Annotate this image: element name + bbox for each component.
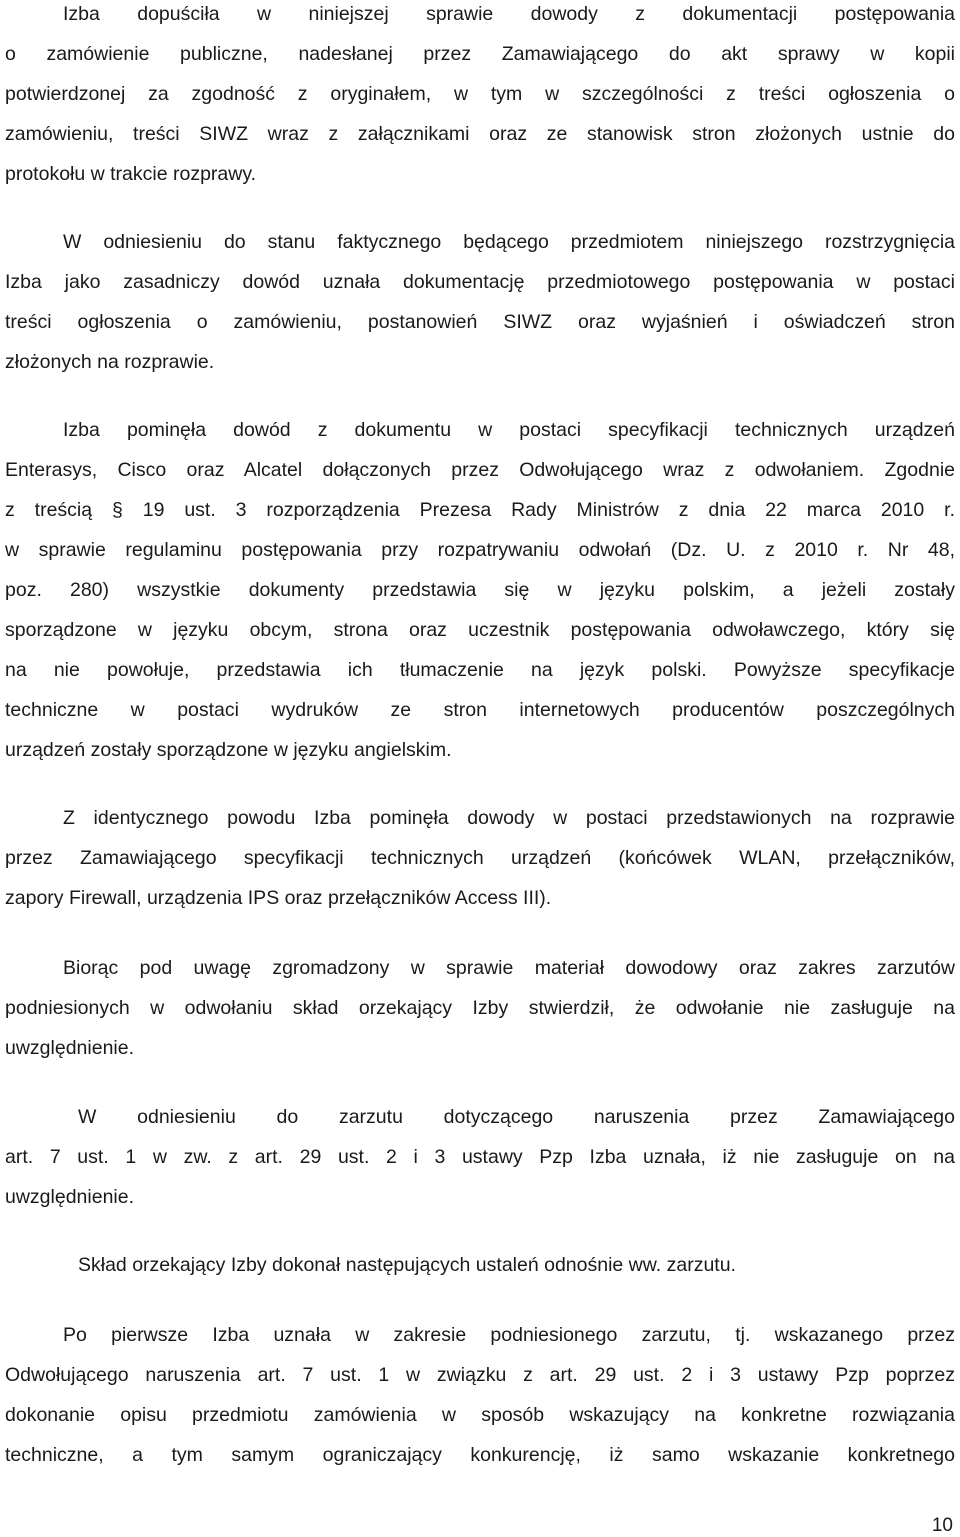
text-line: Enterasys, Cisco oraz Alcatel dołączonych przez Odwołującego wraz z odwołaniem. Zgodnie (5, 459, 955, 481)
text-line: art. 7 ust. 1 w zw. z art. 29 ust. 2 i 3 ustawy Pzp Izba uznała, iż nie zasługuje on na (5, 1146, 955, 1168)
text-line: zamówieniu, treści SIWZ wraz z załącznikami oraz ze stanowisk stron złożonych ustnie do (5, 123, 955, 145)
text-line: treści ogłoszenia o zamówieniu, postanowień SIWZ oraz wyjaśnień i oświadczeń stron (5, 311, 955, 333)
text-line: potwierdzonej za zgodność z oryginałem, w tym w szczególności z treści ogłoszenia o (5, 83, 955, 105)
paragraph-first-finding (5, 1315, 955, 1475)
text-line: W odniesieniu do zarzutu dotyczącego naruszenia przez Zamawiającego (78, 1106, 955, 1128)
text-line: dokonanie opisu przedmiotu zamówienia w sposób wskazujący na konkretne rozwiązania (5, 1404, 955, 1426)
text-line: uwzględnienie. (5, 1186, 135, 1208)
page-number: 10 (931, 1515, 953, 1536)
text-line: Biorąc pod uwagę zgromadzony w sprawie materiał dowodowy oraz zakres zarzutów (63, 957, 955, 979)
paragraph-factual-state (5, 222, 955, 382)
text-line: techniczne w postaci wydruków ze stron internetowych producentów poszczególnych (5, 699, 955, 721)
paragraph-evidence-admitted (5, 0, 955, 194)
text-line: sporządzone w języku obcym, strona oraz uczestnik postępowania odwoławczego, który się (5, 619, 955, 641)
paragraph-findings-intro (5, 1245, 955, 1285)
paragraph-identical-reason (5, 798, 955, 918)
paragraph-evidence-omitted (5, 410, 955, 770)
text-line: w sprawie regulaminu postępowania przy rozpatrywaniu odwołań (Dz. U. z 2010 r. Nr 48, (5, 539, 955, 561)
text-line: protokołu w trakcie rozprawy. (5, 163, 257, 185)
text-line: Po pierwsze Izba uznała w zakresie podniesionego zarzutu, tj. wskazanego przez (63, 1324, 955, 1346)
text-line: Skład orzekający Izby dokonał następujących ustaleń odnośnie ww. zarzutu. (78, 1254, 736, 1276)
paragraph-conclusion (5, 948, 955, 1068)
text-line: Odwołującego naruszenia art. 7 ust. 1 w związku z art. 29 ust. 2 i 3 ustawy Pzp poprzez (5, 1364, 955, 1386)
text-line: złożonych na rozprawie. (5, 351, 215, 373)
text-line: zapory Firewall, urządzenia IPS oraz przełączników Access III). (5, 887, 552, 909)
text-line: z treścią § 19 ust. 3 rozporządzenia Prezesa Rady Ministrów z dnia 22 marca 2010 r. (5, 499, 955, 521)
text-line: przez Zamawiającego specyfikacji technicznych urządzeń (końcówek WLAN, przełączników, (5, 847, 955, 869)
text-line: Izba jako zasadniczy dowód uznała dokumentację przedmiotowego postępowania w postaci (5, 271, 955, 293)
text-line: o zamówienie publiczne, nadesłanej przez Zamawiającego do akt sprawy w kopii (5, 43, 955, 65)
text-line: podniesionych w odwołaniu skład orzekający Izby stwierdził, że odwołanie nie zasługuje na (5, 997, 955, 1019)
text-line: urządzeń zostały sporządzone w języku angielskim. (5, 739, 452, 761)
text-line: poz. 280) wszystkie dokumenty przedstawia się w języku polskim, a jeżeli zostały (5, 579, 955, 601)
text-line: Z identycznego powodu Izba pominęła dowody w postaci przedstawionych na rozprawie (63, 807, 955, 829)
paragraph-charge-article-7 (5, 1097, 955, 1217)
text-line: Izba dopuściła w niniejszej sprawie dowody z dokumentacji postępowania (63, 3, 955, 25)
text-line: W odniesieniu do stanu faktycznego będącego przedmiotem niniejszego rozstrzygnięcia (63, 231, 955, 253)
text-line: techniczne, a tym samym ograniczający konkurencję, iż samo wskazanie konkretnego (5, 1444, 955, 1466)
text-line: na nie powołuje, przedstawia ich tłumaczenie na język polski. Powyższe specyfikacje (5, 659, 955, 681)
text-line: Izba pominęła dowód z dokumentu w postaci specyfikacji technicznych urządzeń (63, 419, 955, 441)
text-line: uwzględnienie. (5, 1037, 135, 1059)
